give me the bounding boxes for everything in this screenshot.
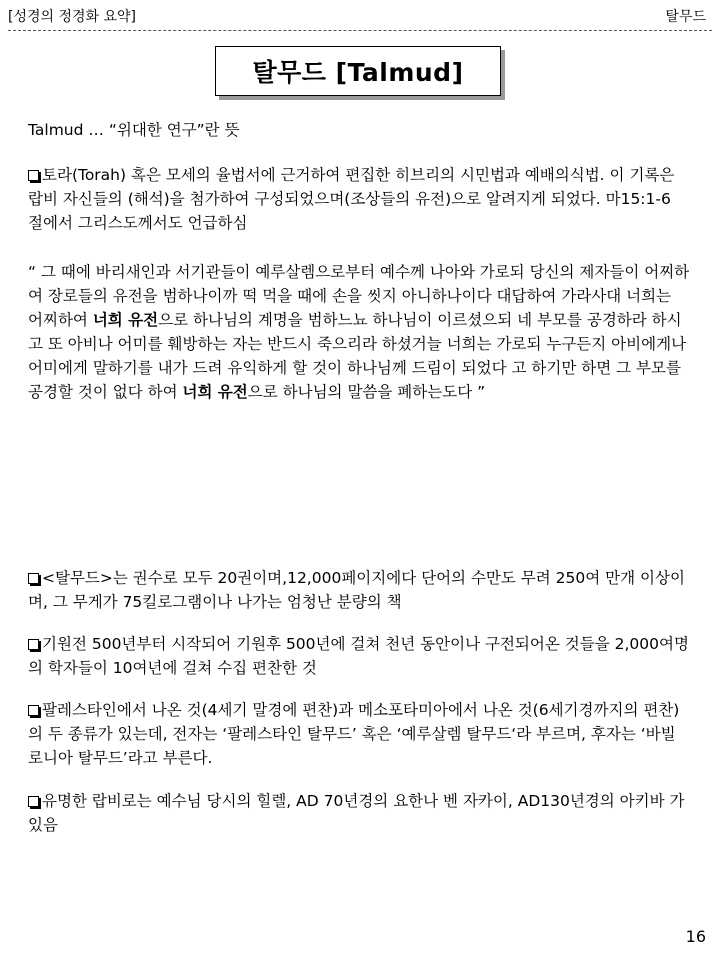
- header-divider: [8, 30, 712, 31]
- quote-emphasis-1: 너희 유전: [92, 311, 159, 329]
- scripture-quote: [28, 260, 690, 404]
- slide-title: 탈무드 [Talmud]: [252, 58, 464, 87]
- page-header: [8, 6, 712, 28]
- paragraph-history: [28, 632, 690, 680]
- paragraph-volume-text: <탈무드>는 권수로 모두 20권이며,12,000페이지에다 단어의 수만도 무려 250여 만개 이상이며, 그 무게가 75킬로그램이나 나가는 엄청난 분량의 책: [28, 569, 685, 611]
- page-number: 16: [685, 927, 706, 946]
- header-section-title: [성경의 정경화 요약]: [8, 9, 137, 25]
- quote-emphasis-2: 너희 유전: [182, 383, 248, 401]
- paragraph-history-text: 기원전 500년부터 시작되어 기원후 500년에 걸쳐 천년 동안이나 구전되어온 것들을 2,000여명의 학자들이 10여년에 걸쳐 수집 편찬한 것: [28, 635, 689, 677]
- paragraph-types-text: 팔레스타인에서 나온 것(4세기 말경에 편찬)과 메소포타미아에서 나온 것(6세기경까지의 편찬)의 두 종류가 있는데, 전자는 ‘팔레스타인 탈무드’ 혹은 ‘예루살렘 탈무드‘라 부르며, 후자는 ‘바빌로니아 탈무드’라고 부른다.: [28, 701, 680, 767]
- quote-part-3: 으로 하나님의 말씀을 폐하는도다 ”: [247, 383, 486, 401]
- paragraph-rabbis: [28, 789, 690, 837]
- paragraph-rabbis-text: 유명한 랍비로는 예수님 당시의 힐렐, AD 70년경의 요한나 벤 자카이, AD130년경의 아키바 가 있음: [28, 792, 685, 834]
- checkbox-bullet-icon: [28, 573, 39, 584]
- paragraph-torah-text: 토라(Torah) 혹은 모세의 율법서에 근거하여 편집한 히브리의 시민법과 예배의식법. 이 기록은 랍비 자신들의 (해석)을 첨가하여 구성되었으며(조상들의 유전)으로 알려지게 되었다. 마15:1-6 절에서 그리스도께서도 언급하심: [28, 166, 675, 232]
- quote-part-2: 으로 하나님의 계명을 범하느뇨 하나님이 이르셨으되 네 부모를 공경하라 하시고 또 아비나 어미를 훼방하는 자는 반드시 죽으리라 하셨거늘 너희는 가로되 누구든지 아비에게나 어미에게 말하기를 내가 드려 유익하게 할 것이 하나님께 드림이 되었다 고 하기만 하면 그 부모를 공경할 것이 없다 하여: [28, 311, 687, 401]
- paragraph-torah: [28, 163, 690, 235]
- checkbox-bullet-icon: [28, 705, 39, 716]
- slide-title-box: [215, 46, 501, 96]
- paragraph-types: [28, 698, 690, 770]
- intro-text: Talmud … “위대한 연구”란 뜻: [28, 121, 240, 139]
- header-topic: 탈무드: [665, 9, 706, 25]
- intro-line: [28, 118, 690, 142]
- checkbox-bullet-icon: [28, 796, 39, 807]
- checkbox-bullet-icon: [28, 170, 39, 181]
- paragraph-volume: [28, 566, 690, 614]
- quote-part-1: “ 그 때에 바리새인과 서기관들이 예루살렘으로부터 예수께 나아와 가로되 당신의 제자들이 어찌하여 장로들의 유전을 범하나이까 떡 먹을 때에 손을 씻지 아니하나이다 대답하여 가라사대 너희는 어찌하여: [28, 263, 690, 329]
- checkbox-bullet-icon: [28, 639, 39, 650]
